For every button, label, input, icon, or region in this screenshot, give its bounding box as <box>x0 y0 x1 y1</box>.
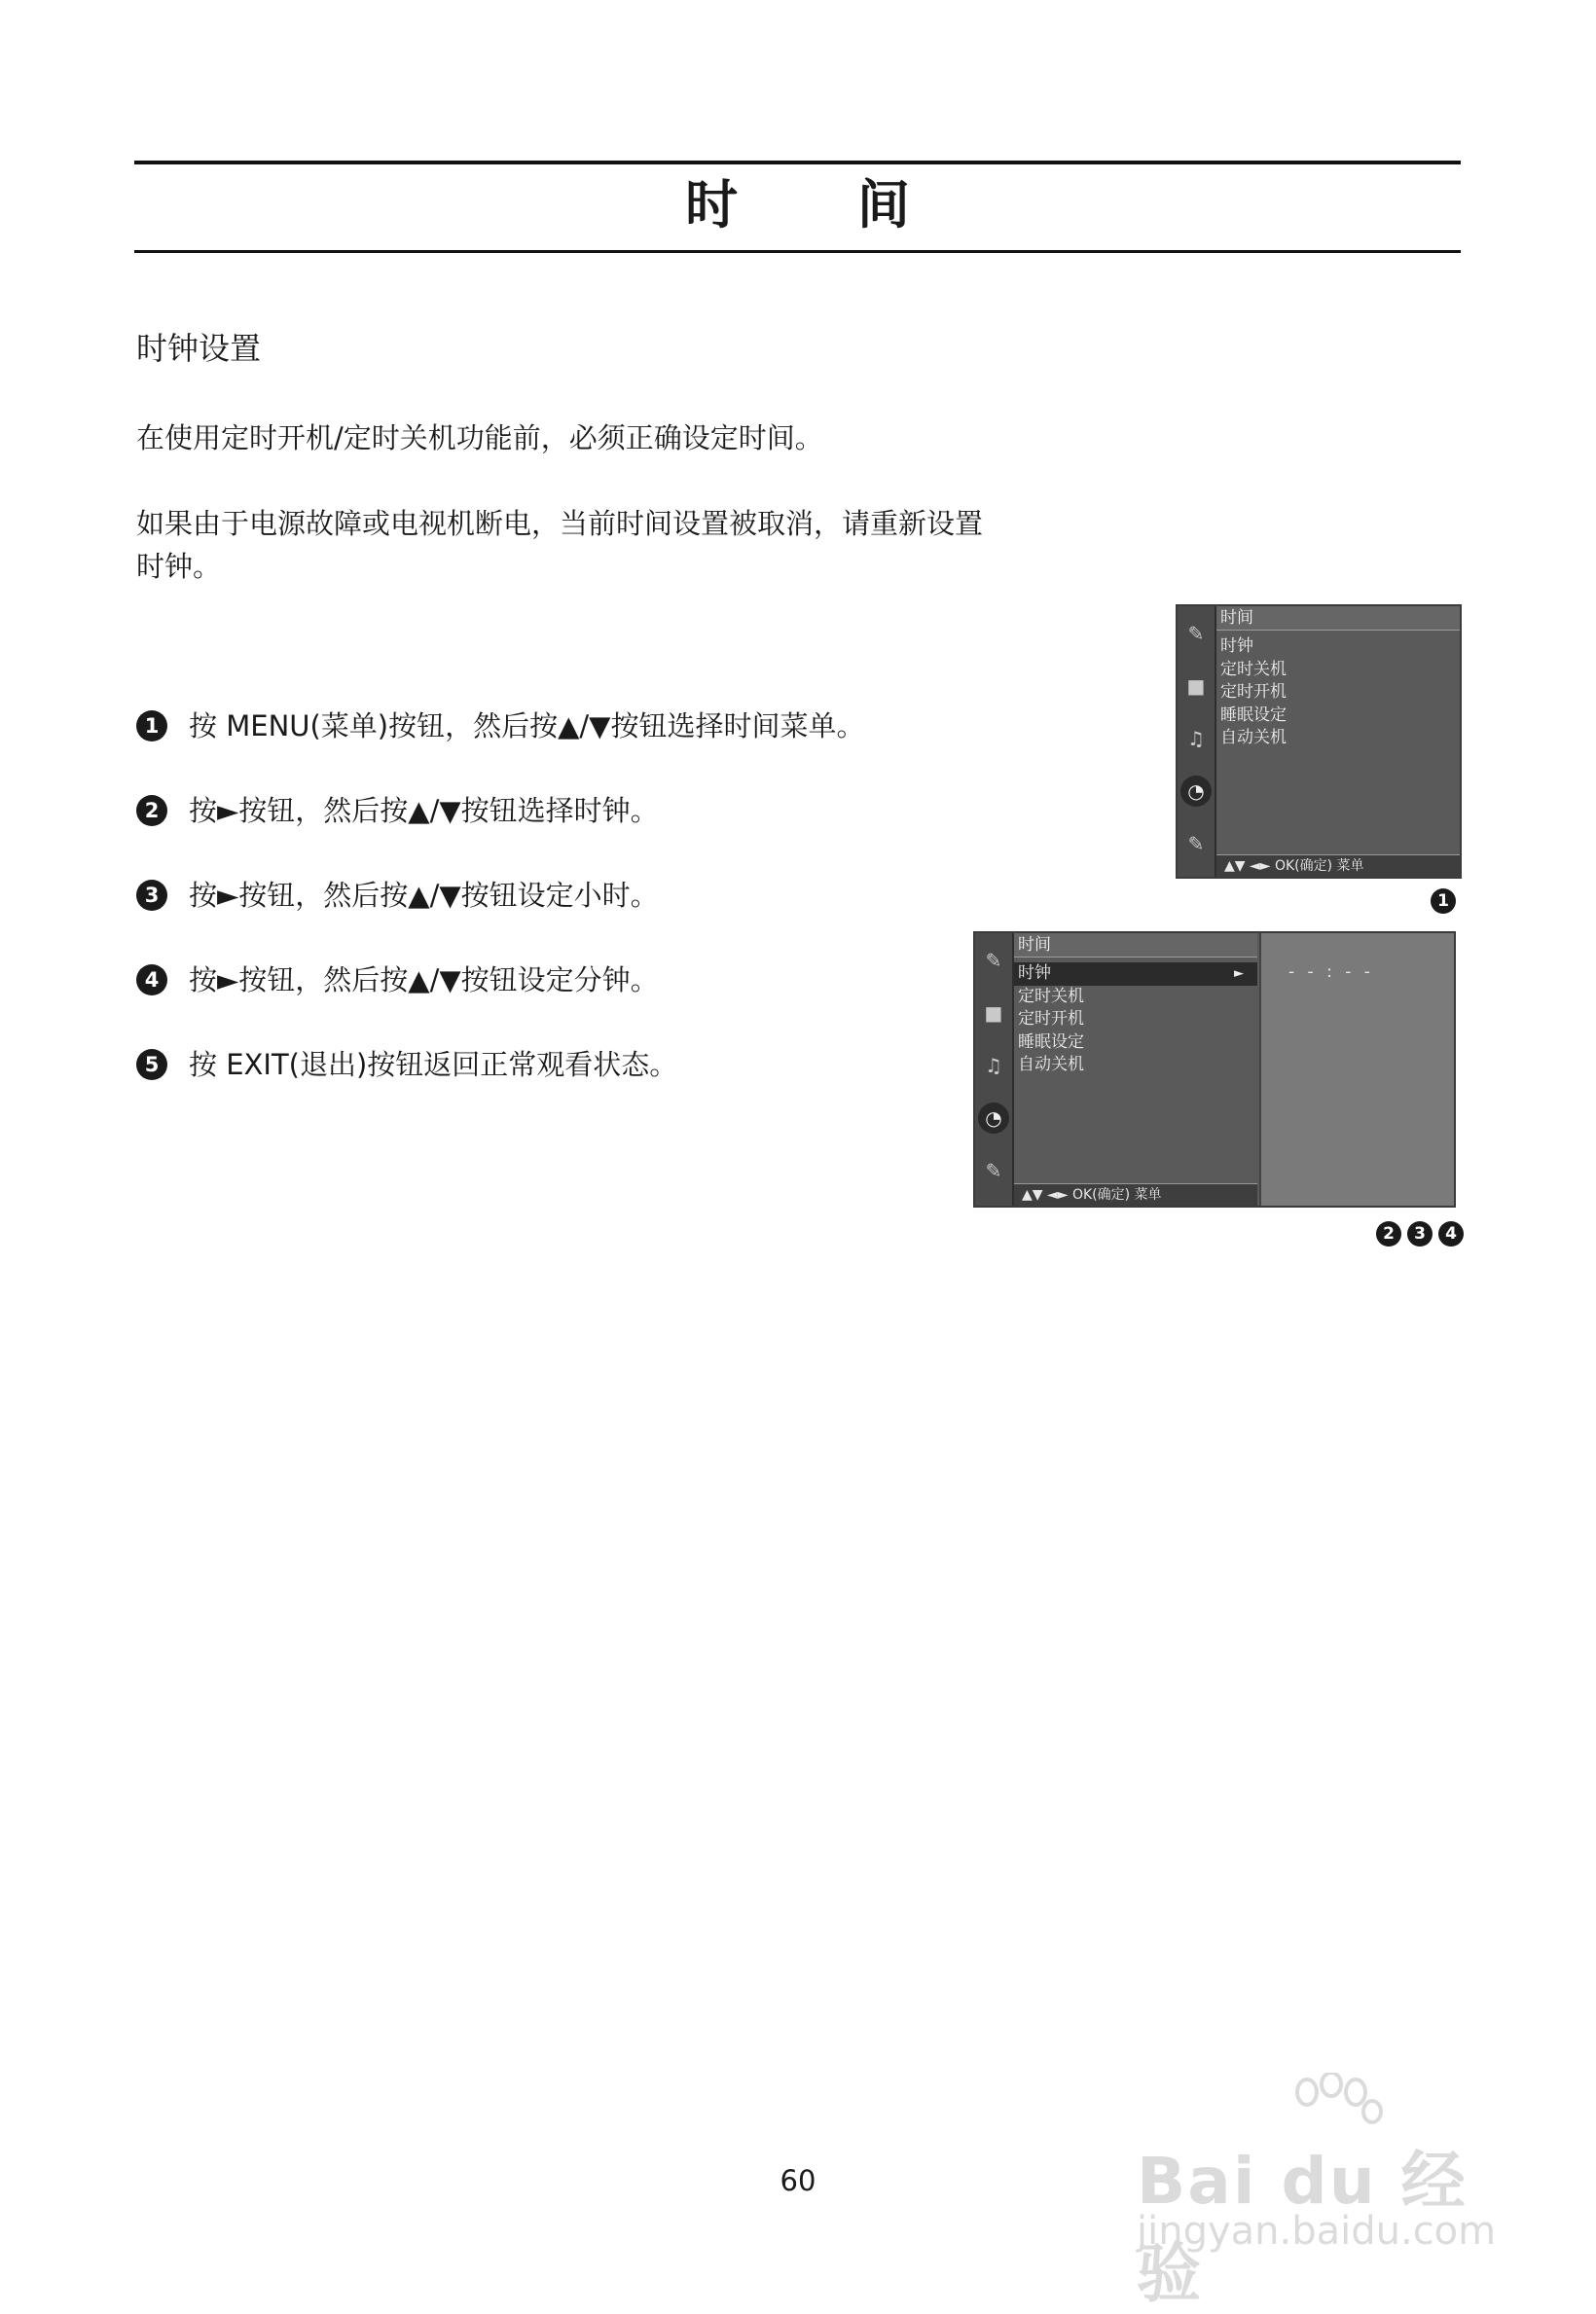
osd-icon-column <box>975 933 1014 1206</box>
clock-icon: ◔ <box>1180 776 1212 807</box>
osd-panel <box>1014 933 1257 1206</box>
settings-icon: ✎ <box>1187 832 1205 855</box>
osd-item-auto-off[interactable]: 自动关机 <box>1220 728 1287 747</box>
osd-item-list <box>1014 962 1257 1077</box>
osd-item-auto-off[interactable]: 自动关机 <box>1018 1055 1084 1074</box>
step-5 <box>136 1045 677 1084</box>
settings-icon: ✎ <box>985 1159 1002 1182</box>
paragraph-power-failure: 如果由于电源故障或电视机断电，当前时间设置被取消，请重新设置时钟。 <box>136 507 984 583</box>
step-2 <box>136 791 659 830</box>
step-number: 1 <box>136 710 167 741</box>
osd-item-on-timer[interactable]: 定时开机 <box>1018 1009 1084 1029</box>
osd-item-off-timer[interactable]: 定时关机 <box>1220 659 1287 679</box>
paragraph-intro: 在使用定时开机/定时关机功能前，必须正确设定时间。 <box>136 421 823 454</box>
page-title: 时 间 <box>685 174 961 235</box>
marker-number: 1 <box>1431 888 1456 914</box>
audio-icon: ♫ <box>985 1054 1002 1077</box>
osd-icon-column <box>1178 606 1216 877</box>
satellite-icon: ✎ <box>985 949 1002 972</box>
step-number: 5 <box>136 1049 167 1080</box>
osd-footer: ▲▼ ◄► OK(确定) 菜单 <box>1014 1183 1257 1206</box>
osd-item-clock-selected[interactable] <box>1014 962 1257 986</box>
section-title: 时钟设置 <box>136 330 262 367</box>
step-4 <box>136 960 659 999</box>
step-text: 按►按钮，然后按▲/▼按钮设定分钟。 <box>189 963 659 996</box>
osd-item-off-timer[interactable]: 定时关机 <box>1018 986 1084 1006</box>
watermark-logo: Bai du 经验 <box>1137 2144 1468 2311</box>
marker-number: 3 <box>1407 1221 1433 1247</box>
screen-icon: ■ <box>1186 674 1206 698</box>
osd-panel <box>1216 606 1460 877</box>
osd-header: 时间 <box>1014 933 1257 958</box>
clock-value[interactable]: - - : - - <box>1288 962 1374 982</box>
osd-menu-clock <box>973 931 1456 1208</box>
figure-marker-1 <box>1431 888 1456 914</box>
step-number: 4 <box>136 964 167 995</box>
step-number: 2 <box>136 795 167 826</box>
marker-number: 4 <box>1438 1221 1464 1247</box>
baidu-watermark <box>1137 2073 1506 2311</box>
osd-item-clock[interactable]: 时钟 <box>1220 636 1253 656</box>
title-rule-top <box>134 161 1461 164</box>
osd-item-label: 时钟 <box>1018 963 1051 983</box>
step-text: 按►按钮，然后按▲/▼按钮选择时钟。 <box>189 794 659 827</box>
osd-item-list <box>1216 635 1460 750</box>
marker-number: 2 <box>1376 1221 1401 1247</box>
figure-marker-2-3-4 <box>1376 1221 1464 1247</box>
step-1 <box>136 706 865 745</box>
osd-menu-time <box>1176 604 1462 879</box>
page-number: 60 <box>780 2164 816 2197</box>
watermark-url: jingyan.baidu.com <box>1137 2209 1497 2254</box>
osd-item-sleep[interactable]: 睡眠设定 <box>1220 705 1287 725</box>
step-text: 按 EXIT(退出)按钮返回正常观看状态。 <box>189 1048 678 1081</box>
osd-header: 时间 <box>1216 606 1460 631</box>
osd-clock-subpanel <box>1259 933 1454 1206</box>
step-3 <box>136 876 659 915</box>
osd-item-on-timer[interactable]: 定时开机 <box>1220 682 1287 702</box>
screen-icon: ■ <box>984 1001 1003 1025</box>
title-rule-bottom <box>134 250 1461 253</box>
satellite-icon: ✎ <box>1187 622 1205 645</box>
step-number: 3 <box>136 880 167 911</box>
step-text: 按►按钮，然后按▲/▼按钮设定小时。 <box>189 879 659 912</box>
arrow-right-icon: ► <box>1234 966 1244 981</box>
osd-item-sleep[interactable]: 睡眠设定 <box>1018 1031 1084 1052</box>
audio-icon: ♫ <box>1187 727 1205 750</box>
clock-icon: ◔ <box>978 1103 1009 1134</box>
step-text: 按 MENU(菜单)按钮，然后按▲/▼按钮选择时间菜单。 <box>189 709 865 742</box>
osd-footer: ▲▼ ◄► OK(确定) 菜单 <box>1216 854 1460 877</box>
